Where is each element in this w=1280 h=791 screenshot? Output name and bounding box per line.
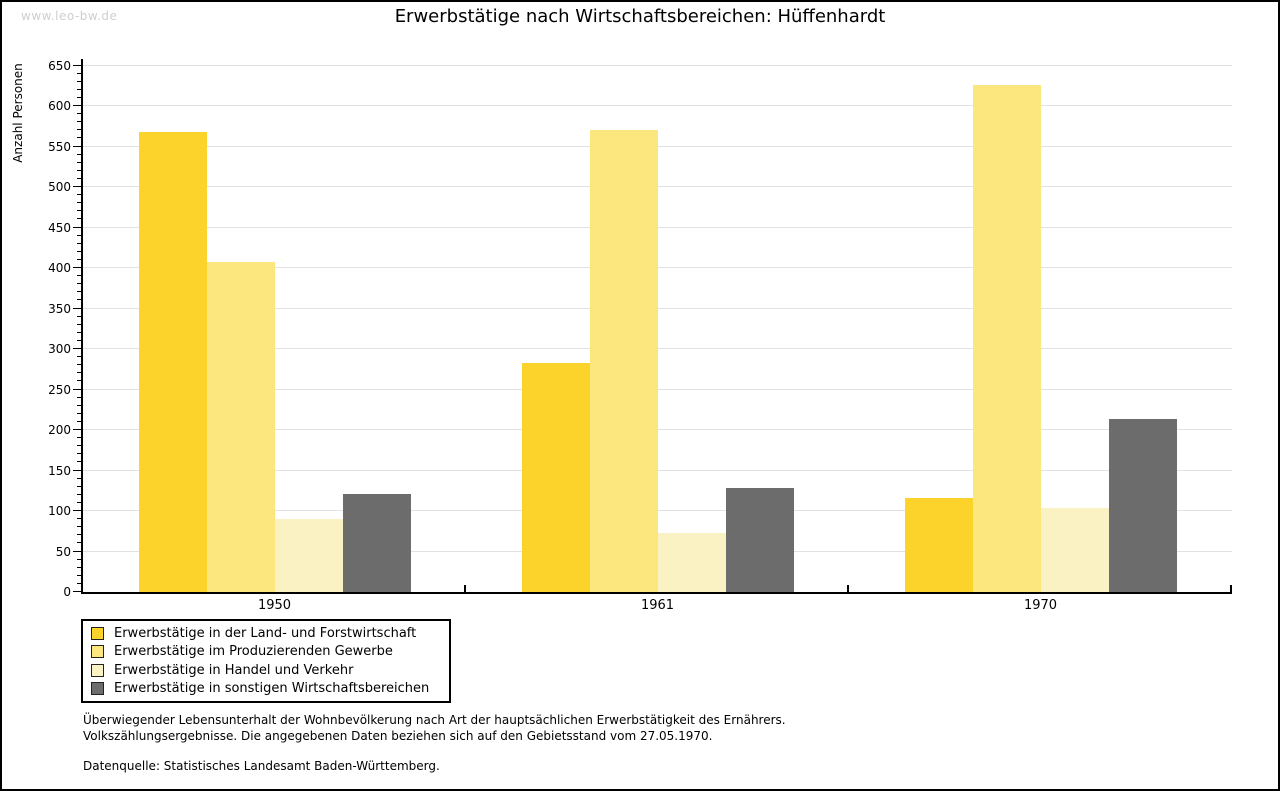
bar-1950-series-3 bbox=[275, 519, 343, 592]
legend-label-3: Erwerbstätige in Handel und Verkehr bbox=[114, 662, 354, 678]
y-tick-minor bbox=[77, 154, 81, 155]
y-tick-minor bbox=[77, 218, 81, 219]
legend-label-1: Erwerbstätige in der Land- und Forstwirtschaft bbox=[114, 625, 417, 641]
footnote-block bbox=[83, 712, 786, 774]
y-tick-minor bbox=[77, 170, 81, 171]
bar-1970-series-3 bbox=[1041, 508, 1109, 592]
legend-swatch-1 bbox=[91, 627, 104, 640]
y-tick-minor bbox=[77, 437, 81, 438]
y-tick-minor bbox=[77, 445, 81, 446]
y-tick-major bbox=[73, 470, 81, 471]
y-tick-minor bbox=[77, 534, 81, 535]
page-title: Erwerbstätige nach Wirtschaftsbereichen: Hüffenhardt bbox=[394, 6, 886, 27]
y-tick-minor bbox=[77, 73, 81, 74]
y-tick-label: 500 bbox=[48, 180, 71, 194]
y-tick-minor bbox=[77, 243, 81, 244]
y-tick-minor bbox=[77, 526, 81, 527]
y-tick-label: 450 bbox=[48, 220, 71, 235]
y-tick-major bbox=[73, 551, 81, 552]
y-tick-major bbox=[73, 389, 81, 390]
y-tick-minor bbox=[77, 542, 81, 543]
y-tick-major bbox=[73, 429, 81, 430]
bar-1961-series-2 bbox=[590, 130, 658, 592]
y-tick-label: 0 bbox=[63, 585, 71, 599]
legend-label-2: Erwerbstätige im Produzierenden Gewerbe bbox=[114, 644, 393, 660]
y-tick-minor bbox=[77, 405, 81, 406]
legend-row-2 bbox=[91, 644, 441, 659]
y-tick-minor bbox=[77, 364, 81, 365]
y-tick-label: 50 bbox=[55, 544, 71, 559]
y-tick-minor bbox=[77, 251, 81, 252]
y-tick-minor bbox=[77, 583, 81, 584]
y-tick-minor bbox=[77, 340, 81, 341]
y-tick-label: 250 bbox=[48, 382, 71, 397]
y-tick-minor bbox=[77, 380, 81, 381]
legend-row-1 bbox=[91, 626, 441, 641]
y-tick-minor bbox=[77, 259, 81, 260]
x-tick-boundary bbox=[847, 585, 849, 592]
y-tick-minor bbox=[77, 162, 81, 163]
y-tick-minor bbox=[77, 129, 81, 130]
y-tick-major bbox=[73, 65, 81, 66]
watermark: www.leo-bw.de bbox=[21, 9, 118, 23]
y-tick-minor bbox=[77, 194, 81, 195]
y-tick-label: 150 bbox=[48, 463, 71, 478]
y-tick-minor bbox=[77, 81, 81, 82]
y-tick-minor bbox=[77, 324, 81, 325]
y-tick-minor bbox=[77, 494, 81, 495]
y-tick-minor bbox=[77, 559, 81, 560]
y-tick-label: 550 bbox=[48, 139, 71, 154]
y-tick-minor bbox=[77, 372, 81, 373]
y-tick-minor bbox=[77, 478, 81, 479]
legend-label-4: Erwerbstätige in sonstigen Wirtschaftsbereichen bbox=[114, 681, 430, 697]
y-tick-minor bbox=[77, 275, 81, 276]
legend bbox=[81, 619, 451, 703]
y-tick-minor bbox=[77, 518, 81, 519]
y-tick-minor bbox=[77, 453, 81, 454]
y-tick-major bbox=[73, 227, 81, 228]
y-tick-minor bbox=[77, 421, 81, 422]
y-tick-minor bbox=[77, 299, 81, 300]
bar-1961-series-4 bbox=[726, 488, 794, 592]
y-tick-major bbox=[73, 146, 81, 147]
bar-1961-series-3 bbox=[658, 533, 726, 592]
y-tick-minor bbox=[77, 113, 81, 114]
y-tick-minor bbox=[77, 567, 81, 568]
gridline-600 bbox=[83, 105, 1232, 106]
legend-swatch-3 bbox=[91, 664, 104, 677]
y-tick-minor bbox=[77, 202, 81, 203]
y-tick-major bbox=[73, 510, 81, 511]
legend-row-3 bbox=[91, 663, 441, 678]
bar-1950-series-4 bbox=[343, 494, 411, 592]
y-tick-minor bbox=[77, 121, 81, 122]
y-tick-major bbox=[73, 308, 81, 309]
y-tick-label: 350 bbox=[48, 301, 71, 316]
y-tick-major bbox=[73, 267, 81, 268]
x-category-label-1961: 1961 bbox=[640, 598, 675, 613]
bar-1970-series-1 bbox=[905, 498, 973, 592]
y-tick-label: 600 bbox=[48, 99, 71, 113]
y-tick-major bbox=[73, 591, 81, 592]
x-category-label-1950: 1950 bbox=[257, 598, 292, 613]
y-tick-minor bbox=[77, 356, 81, 357]
y-tick-minor bbox=[77, 89, 81, 90]
bar-1970-series-4 bbox=[1109, 419, 1177, 592]
y-tick-minor bbox=[77, 235, 81, 236]
y-tick-minor bbox=[77, 283, 81, 284]
footnote-line-1: Überwiegender Lebensunterhalt der Wohnbevölkerung nach Art der hauptsächlichen Erwerbstätigkeit des Ernährers. bbox=[83, 713, 786, 727]
y-tick-minor bbox=[77, 97, 81, 98]
y-tick-minor bbox=[77, 178, 81, 179]
y-tick-label: 100 bbox=[48, 504, 71, 518]
bar-1950-series-2 bbox=[207, 262, 275, 592]
plot-area bbox=[48, 58, 1232, 599]
x-tick-boundary bbox=[1230, 585, 1232, 592]
x-category-label-1970: 1970 bbox=[1023, 598, 1058, 613]
y-tick-label: 200 bbox=[48, 423, 71, 437]
footnote-line-2: Volkszählungsergebnisse. Die angegebenen Daten beziehen sich auf den Gebietsstand vom 27.05.1970. bbox=[83, 729, 713, 743]
legend-swatch-2 bbox=[91, 645, 104, 658]
bar-1950-series-1 bbox=[139, 132, 207, 592]
y-tick-minor bbox=[77, 137, 81, 138]
y-tick-minor bbox=[77, 316, 81, 317]
y-tick-major bbox=[73, 348, 81, 349]
y-tick-minor bbox=[77, 332, 81, 333]
y-tick-label: 650 bbox=[48, 58, 71, 73]
y-tick-minor bbox=[77, 502, 81, 503]
data-source: Datenquelle: Statistisches Landesamt Baden-Württemberg. bbox=[83, 759, 440, 773]
y-tick-label: 300 bbox=[48, 342, 71, 356]
legend-row-4 bbox=[91, 681, 441, 696]
y-tick-minor bbox=[77, 397, 81, 398]
bar-1961-series-1 bbox=[522, 363, 590, 592]
y-tick-minor bbox=[77, 575, 81, 576]
y-tick-minor bbox=[77, 486, 81, 487]
y-tick-minor bbox=[77, 461, 81, 462]
y-tick-minor bbox=[77, 291, 81, 292]
y-tick-label: 400 bbox=[48, 261, 71, 275]
x-tick-boundary bbox=[464, 585, 466, 592]
gridline-650 bbox=[83, 65, 1232, 66]
y-tick-major bbox=[73, 105, 81, 106]
legend-swatch-4 bbox=[91, 682, 104, 695]
y-axis-label: Anzahl Personen bbox=[11, 63, 25, 163]
bar-1970-series-2 bbox=[973, 85, 1041, 592]
y-tick-minor bbox=[77, 210, 81, 211]
y-tick-minor bbox=[77, 413, 81, 414]
y-tick-major bbox=[73, 186, 81, 187]
